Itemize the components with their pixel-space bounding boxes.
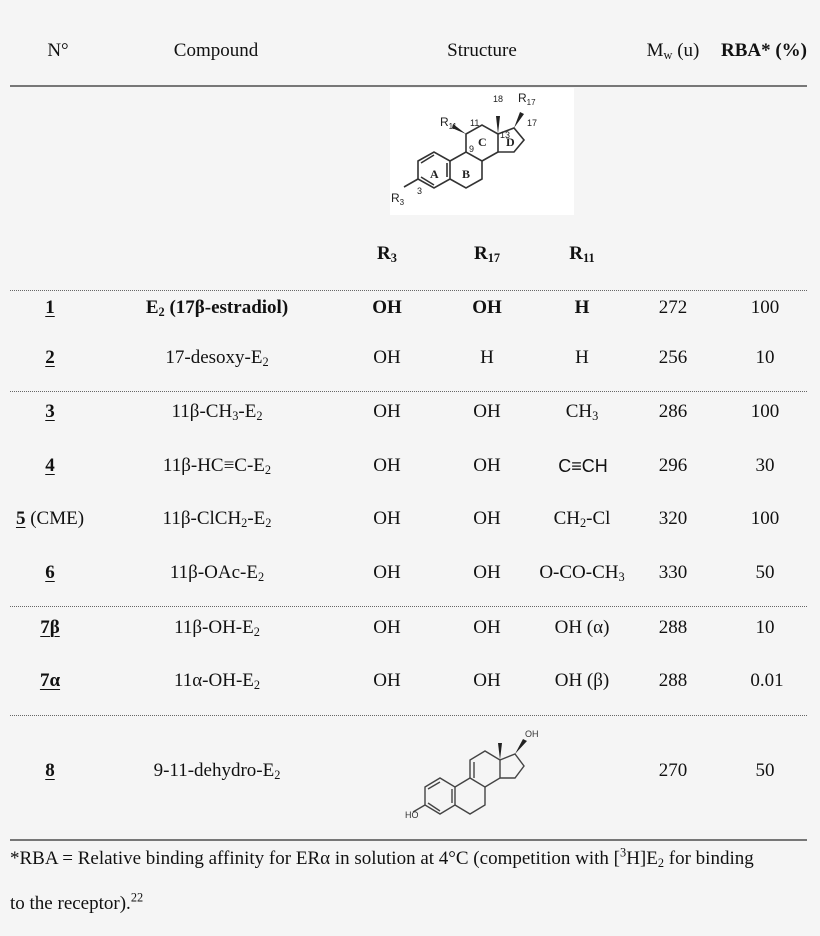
rba-value: 50	[755, 562, 775, 583]
r3-value: OH	[373, 401, 401, 422]
r17-value: OH	[473, 401, 501, 422]
compound-name: $E_2$ (17β-estradiol)	[145, 297, 289, 320]
header-rba: RBA* (%)	[720, 40, 808, 61]
compound-number: 2	[45, 347, 55, 368]
compound-name: $11\beta-ClCH_2-E_2$	[162, 508, 272, 531]
compound-number: 5 (CME)	[15, 508, 85, 529]
group-divider	[10, 290, 807, 291]
header-rule	[10, 85, 807, 87]
mw-subscript: w	[663, 48, 673, 63]
r11-label: $R_{11}$	[440, 115, 457, 131]
compound-name: $11\beta-OAc-E_2$	[169, 562, 265, 585]
svg-text:17: 17	[527, 118, 538, 128]
rba-value: 100	[750, 401, 780, 422]
compound-name: $17-desoxy-E_2$	[165, 347, 269, 370]
r3-value: OH	[373, 347, 401, 368]
svg-text:A: A	[430, 167, 439, 181]
rba-value: 50	[755, 760, 775, 781]
compound-name: $11\beta-HC\equiv C-E_2$	[162, 455, 272, 478]
r17-value: OH	[473, 670, 501, 691]
r11-value: C≡CH	[558, 456, 608, 476]
mw-value: 288	[658, 617, 688, 638]
subheader-r3: $R_3$	[377, 243, 397, 266]
r17-value: OH	[473, 455, 501, 476]
footnote-line-2: to the receptor).$^{22}$	[10, 890, 144, 914]
r3-label: $R_3$	[391, 191, 405, 207]
r11-value: OH (β)	[554, 670, 610, 691]
svg-text:OH: OH	[525, 729, 539, 739]
group-divider	[10, 391, 807, 392]
r17-value: OH	[473, 562, 501, 583]
mw-label: M	[646, 40, 664, 61]
header-structure: Structure	[447, 40, 517, 61]
mw-unit: (u)	[672, 40, 700, 61]
compound-name: $11\beta-CH_3-E_2$	[171, 401, 263, 424]
header-no: N°	[47, 40, 69, 61]
svg-text:HO: HO	[405, 810, 419, 820]
svg-text:9: 9	[469, 144, 475, 154]
dehydro-steroid-icon	[405, 725, 565, 825]
steroid-scaffold-structure	[390, 88, 574, 215]
group-divider	[10, 606, 807, 607]
r17-value: H	[480, 347, 494, 368]
compound-number: 8	[45, 760, 55, 781]
compound-number: 7β	[40, 617, 60, 638]
r3-value: OH	[373, 562, 401, 583]
r11-value: H	[574, 297, 590, 318]
svg-text:13: 13	[500, 130, 511, 140]
mw-value: 296	[658, 455, 688, 476]
mw-value: 286	[658, 401, 688, 422]
r3-value: OH	[373, 670, 401, 691]
svg-text:11: 11	[470, 118, 480, 128]
mw-value: 270	[658, 760, 688, 781]
mw-value: 272	[658, 297, 688, 318]
table-bottom-rule	[10, 839, 807, 841]
rba-value: 30	[755, 455, 775, 476]
r17-value: OH	[473, 617, 501, 638]
header-compound: Compound	[173, 40, 259, 61]
compound-number: 1	[45, 297, 55, 318]
header-mw	[647, 40, 700, 62]
rba-value: 100	[750, 297, 780, 318]
mw-value: 256	[658, 347, 688, 368]
r17-value: OH	[472, 297, 502, 318]
r3-value: OH	[372, 297, 402, 318]
svg-text:3: 3	[417, 186, 423, 196]
r11-value: $CH_3$	[565, 401, 599, 424]
subheader-r17: $R_{17}$	[473, 243, 501, 266]
r3-value: OH	[373, 508, 401, 529]
r11-value: H	[575, 347, 589, 368]
subheader-r11: $R_{11}$	[569, 243, 595, 266]
rba-value: 10	[755, 347, 775, 368]
svg-text:B: B	[462, 167, 471, 181]
r17-value: OH	[473, 508, 501, 529]
r11-value: $O-CO-CH_3$	[539, 562, 625, 585]
dehydro-estradiol-structure	[405, 725, 565, 825]
compound-name: $9-11-dehydro-E_2$	[153, 760, 281, 783]
svg-text:D: D	[506, 135, 515, 149]
steroid-skeleton-icon	[390, 88, 574, 215]
r11-value: OH (α)	[554, 617, 610, 638]
footnote-line-1: *RBA = Relative binding affinity for ERα in solution at 4°C (competition with $[^3H]E_2$ for binding	[10, 845, 754, 871]
rba-value: 10	[755, 617, 775, 638]
r17-label: $R_{17}$	[518, 91, 536, 107]
group-divider	[10, 715, 807, 716]
compound-name: $11\beta-OH-E_2$	[174, 617, 260, 640]
compound-number: 3	[45, 401, 55, 422]
mw-value: 288	[658, 670, 688, 691]
compound-name: $11\alpha-OH-E_2$	[173, 670, 261, 693]
rba-value: 0.01	[750, 670, 784, 691]
compound-number: 6	[45, 562, 55, 583]
svg-text:C: C	[478, 135, 487, 149]
r11-value: $CH_2-Cl$	[553, 508, 611, 531]
compound-number: 4	[45, 455, 55, 476]
rba-value: 100	[750, 508, 780, 529]
r3-value: OH	[373, 455, 401, 476]
svg-text:18: 18	[493, 94, 504, 104]
compound-number: 7α	[39, 670, 61, 691]
mw-value: 330	[658, 562, 688, 583]
r3-value: OH	[373, 617, 401, 638]
mw-value: 320	[658, 508, 688, 529]
